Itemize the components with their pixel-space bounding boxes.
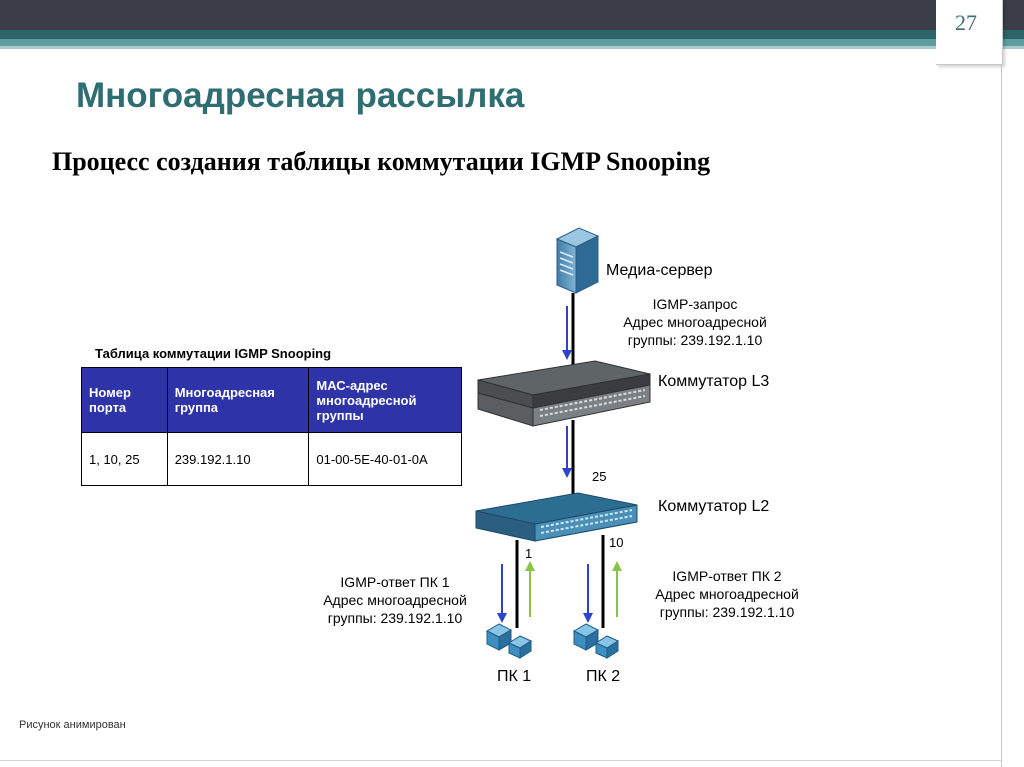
igmp-reply-pc2-label: IGMP-ответ ПК 2 Адрес многоадресной группы: 239.192.1.10 xyxy=(655,568,799,620)
cell-group: 239.192.1.10 xyxy=(167,433,309,486)
pc-icon xyxy=(487,624,531,658)
cell-ports: 1, 10, 25 xyxy=(82,433,168,486)
port-25-label: 25 xyxy=(592,469,607,484)
animation-note: Рисунок анимирован xyxy=(19,719,126,731)
pc1-label: ПК 1 xyxy=(497,668,532,685)
igmp-reply-pc1-label: IGMP-ответ ПК 1 Адрес многоадресной группы: 239.192.1.10 xyxy=(323,574,467,626)
page-number: 27 xyxy=(955,10,977,35)
switch-l2-label: Коммутатор L2 xyxy=(658,498,770,515)
pc2-label: ПК 2 xyxy=(586,668,621,685)
media-server-label: Медиа-сервер xyxy=(606,262,713,279)
slide-subtitle: Процесс создания таблицы коммутации IGMP Snooping xyxy=(52,147,711,176)
cell-mac: 01-00-5E-40-01-0A xyxy=(309,433,462,486)
pc-icon xyxy=(574,624,618,658)
switch-icon xyxy=(476,493,637,541)
switch-l3-label: Коммутатор L3 xyxy=(658,373,770,390)
table-caption: Таблица коммутации IGMP Snooping xyxy=(95,346,332,361)
server-icon xyxy=(557,228,598,293)
port-10-label: 10 xyxy=(609,535,624,550)
slide-title: Многоадресная рассылка xyxy=(76,76,525,115)
header-port: Номер порта xyxy=(82,368,168,433)
header-mac: МАС-адрес многоадресной группы xyxy=(309,368,462,433)
port-1-label: 1 xyxy=(525,546,533,561)
switch-icon xyxy=(478,361,650,426)
igmp-query-label: IGMP-запрос Адрес многоадресной группы: 239.192.1.10 xyxy=(623,296,767,348)
header-group: Многоадресная группа xyxy=(167,368,309,433)
